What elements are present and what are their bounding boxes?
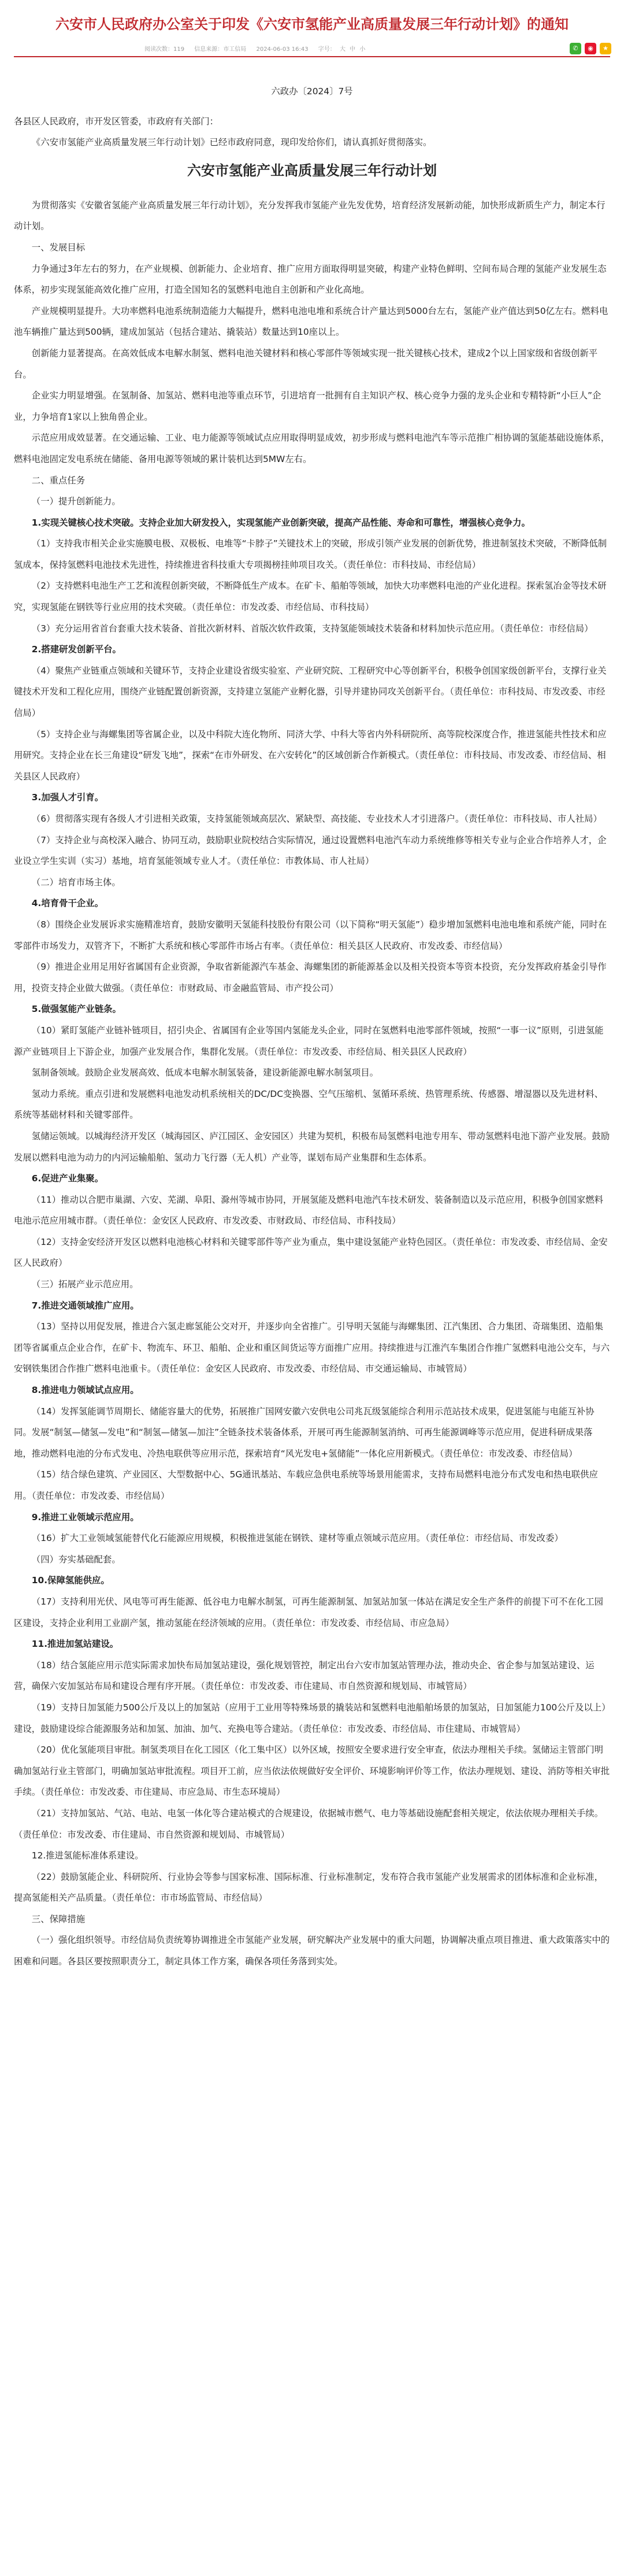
- body-paragraph: 企业实力明显增强。在氢制备、加氢站、燃料电池等重点环节，引进培育一批拥有自主知识产权、核心竞争力强的龙头企业和专精特新“小巨人”企业，力争培育1家以上独角兽企业。: [14, 390, 601, 422]
- font-size-large[interactable]: 大: [339, 46, 346, 53]
- body-paragraph: （6）贯彻落实现有各级人才引进相关政策，支持氢能领域高层次、紧缺型、高技能、专业技术人才引进落户。（责任单位：市科技局、市人社局）: [31, 814, 602, 824]
- article-body: [14, 81, 610, 1972]
- body-paragraph: （12）支持金安经济开发区以燃料电池核心材料和关键零部件等产业为重点，集中建设氢能产业特色园区。（责任单位：市发改委、市经信局、金安区人民政府）: [14, 1236, 608, 1269]
- view-count: 阅读次数：119: [144, 46, 185, 53]
- title-divider: [14, 56, 610, 57]
- item-heading: 5.做强氢能产业链条。: [31, 1004, 121, 1015]
- body-paragraph: 示范应用成效显著。在交通运输、工业、电力能源等领域试点应用取得明显成效，初步形成与燃料电池汽车等示范推广相协调的氢能基础设施体系，燃料电池固定发电系统在储能、备用电源等领域的累计装机达到5MW左右。: [14, 433, 610, 464]
- section-heading: 12.推进氢能标准体系建设。: [31, 1850, 144, 1861]
- body-paragraph: （一）强化组织领导。市经信局负责统筹协调推进全市氢能产业发展，研究解决产业发展中的重大问题，协调解决重点项目推进、重大政策落实中的困难和问题。各县区要按照职责分工，制定具体工作方案，确保各项任务落到实处。: [14, 1935, 610, 1967]
- wechat-share-icon[interactable]: ✆: [570, 43, 581, 54]
- body-paragraph: （3）充分运用省首台套重大技术装备、首批次新材料、首版次软件政策，支持氢能领域技术装备和材料加快示范应用。（责任单位：市经信局）: [31, 623, 593, 634]
- section-heading: 一、发展目标: [31, 242, 86, 253]
- page-title: 六安市人民政府办公室关于印发《六安市氢能产业高质量发展三年行动计划》的通知: [55, 16, 569, 32]
- body-paragraph: 创新能力显著提高。在高效低成本电解水制氢、燃料电池关键材料和核心零部件等领域实现一批关键核心技术，建成2个以上国家级和省级创新平台。: [14, 348, 598, 380]
- item-heading: 11.推进加氢站建设。: [31, 1639, 119, 1650]
- body-paragraph: （15）结合绿色建筑、产业园区、大型数据中心、5G通讯基站、车载应急供电系统等场景用能需求，支持布局燃料电池分布式发电和热电联供应用。（责任单位：市发改委、市经信局）: [14, 1469, 598, 1501]
- body-paragraph: （2）支持燃料电池生产工艺和流程创新突破，不断降低生产成本。在矿卡、船舶等领域，加快大功率燃料电池的产业化进程。探索氢冶金等技术研究，实现氢能在钢铁等行业应用的技术突破。（责任单位：市发改委、市经信局、市科技局）: [14, 581, 607, 613]
- subsection-heading: （二）培育市场主体。: [31, 877, 121, 888]
- body-paragraph: 《六安市氢能产业高质量发展三年行动计划》已经市政府同意，现印发给你们，请认真抓好贯彻落实。: [31, 137, 432, 148]
- section-heading: 二、重点任务: [31, 475, 86, 486]
- body-paragraph: （7）支持企业与高校深入融合、协同互动，鼓励职业院校结合实际情况，通过设置燃料电池汽车动力系统维修等相关专业与企业合作培养人才，企业设立学生实训（实习）基地，培育氢能领域专业人才。（责任单位：市教体局、市人社局）: [14, 834, 607, 867]
- body-paragraph: 三、保障措施: [31, 1913, 86, 1924]
- body-paragraph: （5）支持企业与海螺集团等省属企业，以及中科院大连化物所、同济大学、中科大等省内外科研院所、高等院校深度合作，推进氢能共性技术和应用研究。支持企业在长三角建设“研发飞地”，探索“在市外研发、在六安转化”的区域创新合作新模式。（责任单位：市科技局、市发改委、市经信局、相关县区人民政府）: [14, 729, 607, 782]
- document-number: 六政办〔2024〕7号: [271, 86, 353, 97]
- subsection-heading: （三）拓展产业示范应用。: [31, 1279, 139, 1290]
- body-paragraph: （19）支持日加氢能力500公斤及以上的加氢站（应用于工业用等特殊场景的撬装站和氢燃料电池船舶场景的加氢站，日加氢能力100公斤及以上）建设，鼓励建设综合能源服务站和加氢、加油、加气、充换电等合建站。（责任单位：市发改委、市经信局、市住建局、市城管局）: [14, 1702, 606, 1734]
- item-heading: 3.加强人才引育。: [31, 792, 104, 803]
- body-paragraph: （13）坚持以用促发展，推进合六氢走廊氢能公交对开，并逐步向全省推广。引导明天氢能与海螺集团、江汽集团、合力集团、奇瑞集团、造船集团等省属重点企业合作，在矿卡、物流车、环卫、船舶、企业和重区间货运等方面推广应用。持续推进与江淮汽车集团合作推广氢燃料电池公交车，与六安钢铁集团合作推广燃料电池重卡。（责任单位：金安区人民政府、市发改委、市经信局、市交通运输局、市城管局）: [14, 1321, 610, 1374]
- body-paragraph: 力争通过3年左右的努力，在产业规模、创新能力、企业培育、推广应用方面取得明显突破，构建产业特色鲜明、空间布局合理的氢能产业发展生态体系，初步实现氢能高效化推广应用，打造全国知名的氢燃料电池自主创新和产业化高地。: [14, 263, 607, 295]
- qzone-share-icon[interactable]: ★: [600, 43, 611, 54]
- weibo-share-icon[interactable]: ◉: [585, 43, 596, 54]
- body-paragraph: 产业规模明显提升。大功率燃料电池系统制造能力大幅提升，燃料电池电堆和系统合计产量达到5000台左右，氢能产业产值达到50亿左右。燃料电池车辆推广量达到500辆，建成加氢站（包括合建站、撬装站）数量达到10座以上。: [14, 305, 608, 338]
- article-header: [0, 0, 624, 54]
- body-paragraph: 为贯彻落实《安徽省氢能产业高质量发展三年行动计划》，充分发挥我市氢能产业先发优势，培育经济发展新动能，加快形成新质生产力，制定本行动计划。: [14, 199, 606, 232]
- info-source: 信息来源：市工信局: [194, 46, 247, 53]
- item-heading: 6.促进产业集聚。: [31, 1173, 104, 1184]
- body-paragraph: （11）推动以合肥市巢湖、六安、芜湖、阜阳、滁州等城市协同，开展氢能及燃料电池汽车技术研发、装备制造以及示范应用，积极争创国家燃料电池示范应用城市群。（责任单位：金安区人民政府、市发改委、市财政局、市经信局、市科技局）: [14, 1194, 603, 1226]
- body-paragraph: 氢储运领域。以城海经济开发区（城海园区、庐江园区、金安园区）共建为契机，积极布局氢燃料电池专用车、带动氢燃料电池下游产业发展。鼓励发展以燃料电池为动力的内河运输船舶、氢动力飞行器（无人机）产业等，谋划布局产业集群和生态体系。: [14, 1130, 610, 1163]
- body-paragraph: 氢动力系统。重点引进和发展燃料电池发动机系统相关的DC/DC变换器、空气压缩机、氢循环系统、热管理系统、传感器、增湿器以及先进材料、系统等基础材料和关键零部件。: [14, 1088, 604, 1121]
- publish-date: 2024-06-03 16:43: [256, 46, 309, 53]
- body-paragraph: 1.实现关键核心技术突破。支持企业加大研发投入，实现氢能产业创新突破，提高产品性能、寿命和可靠性，增强核心竞争力。: [31, 517, 530, 528]
- share-buttons: [570, 43, 611, 54]
- body-paragraph: （20）优化氢能项目审批。制氢类项目在化工园区（化工集中区）以外区域，按照安全要求进行安全审查，依法办理相关手续。氢储运主管部门明确加氢站行业主管部门，明确加氢站审批流程。项目开工前，应当依法依规做好安全评价、环境影响评价等工作，依法办理规划、建设、消防等相关审批手续。（责任单位：市发改委、市住建局、市应急局、市生态环境局）: [14, 1745, 610, 1798]
- body-paragraph: （17）支持利用光伏、风电等可再生能源、低谷电力电解水制氢，可再生能源制氢、加氢站加氢一体站在满足安全生产条件的前提下可不在化工园区建设，支持企业利用工业副产氢，推动氢能在经济领域的应用。（责任单位：市发改委、市经信局、市应急局）: [14, 1596, 603, 1628]
- body-paragraph: （1）支持我市相关企业实施膜电极、双极板、电堆等“卡脖子”关键技术上的突破，形成引领产业发展的创新优势，推进制氢技术突破，不断降低制氢成本，保持氢燃料电池技术先进性，持续推进省科技重大专项揭榜挂帅项目攻关。（责任单位：市科技局、市经信局）: [14, 538, 607, 570]
- body-paragraph: （14）发挥氢能调节周期长、储能容量大的优势，拓展推广国网安徽六安供电公司兆瓦级氢能综合利用示范站技术成果，促进氢能与电能互补协同。发展“制氢—储氢—发电”和“制氢—储氢—加注”全链条技术装备体系，开展可再生能源制氢消纳、可再生能源调峰等示范应用，促进科研成果落地，推动燃料电池的分布式发电、冷热电联供等应用示范，探索培育“风光发电+氢储能”一体化应用新模式。（责任单位：市发改委、市经信局）: [14, 1406, 595, 1459]
- font-size-medium[interactable]: 中: [350, 46, 356, 53]
- body-paragraph: （4）聚焦产业链重点领域和关键环节，支持企业建设省级实验室、产业研究院、工程研究中心等创新平台，积极争创国家级创新平台，支撑行业关键技术开发和工程化应用，围绕产业链配置创新资源，支持建立氢能产业孵化器，引导并建协同攻关创新平台。（责任单位：市科技局、市发改委、市经信局）: [14, 665, 607, 719]
- font-size-label: 字号：: [318, 46, 336, 53]
- body-paragraph: （8）围绕企业发展诉求实施精准培育，鼓励安徽明天氢能科技股份有限公司（以下简称“明天氢能”）稳步增加氢燃料电池电堆和系统产能，同时在零部件市场发力，双管齐下，不断扩大系统和核心零部件市场占有率。（责任单位：相关县区人民政府、市发改委、市经信局）: [14, 919, 607, 951]
- font-size-switcher: [318, 46, 368, 53]
- font-size-small[interactable]: 小: [359, 46, 366, 53]
- item-heading: 4.培育骨干企业。: [31, 898, 104, 909]
- item-heading: 10.保障氢能供应。: [31, 1575, 110, 1586]
- item-heading: 9.推进工业领域示范应用。: [31, 1511, 139, 1522]
- subsection-heading: （一）提升创新能力。: [31, 496, 121, 507]
- item-heading: 2.搭建研发创新平台。: [31, 644, 121, 655]
- body-paragraph: （9）推进企业用足用好省属国有企业资源，争取省新能源汽车基金、海螺集团的新能源基金以及相关投资本等资本投资，充分发挥政府基金引导作用，投资支持企业做大做强。（责任单位：市财政局、市金融监管局、市产投公司）: [14, 962, 607, 993]
- body-paragraph: （18）结合氢能应用示范实际需求加快布局加氢站建设，强化规划管控，制定出台六安市加氢站管理办法，推动央企、省企参与加氢站建设、运营，确保六安加氢站布局和建设合理有序开展。（责任单位：市发改委、市住建局、市自然资源和规划局、市城管局）: [14, 1660, 595, 1692]
- addressee: 各县区人民政府，市开发区管委，市政府有关部门：: [14, 116, 218, 127]
- plan-title: 六安市氢能产业高质量发展三年行动计划: [187, 162, 437, 179]
- subsection-heading: （四）夯实基础配套。: [31, 1554, 121, 1565]
- body-paragraph: （21）支持加氢站、气站、电站、电氢一体化等合建站模式的合规建设，依据城市燃气、电力等基础设施配套相关规定，依法依规办理相关手续。（责任单位：市发改委、市住建局、市自然资源和规划局、市城管局）: [14, 1808, 603, 1840]
- article-meta: [144, 44, 376, 53]
- item-heading: 7.推进交通领域推广应用。: [31, 1300, 139, 1311]
- item-heading: 8.推进电力领域试点应用。: [31, 1385, 139, 1396]
- body-paragraph: （22）鼓励氢能企业、科研院所、行业协会等参与国家标准、国际标准、行业标准制定，发布符合我市氢能产业发展需求的团体标准和企业标准，提高氢能相关产品质量。（责任单位：市市场监管局、市经信局）: [14, 1871, 603, 1904]
- body-paragraph: 氢制备领域。鼓励企业发展高效、低成本电解水制氢装备，建设新能源电解水制氢项目。: [31, 1067, 379, 1078]
- body-paragraph: （10）紧盯氢能产业链补链项目，招引央企、省属国有企业等国内氢能龙头企业，同时在氢燃料电池零部件领域，按照“一事一议”原则，引进氢能源产业链项目上下游企业，加强产业发展合作，集群化发展。（责任单位：市发改委、市经信局、相关县区人民政府）: [14, 1025, 604, 1057]
- body-paragraph: （16）扩大工业领域氢能替代化石能源应用规模，积极推进氢能在钢铁、建材等重点领域示范应用。（责任单位：市经信局、市发改委）: [31, 1533, 563, 1544]
